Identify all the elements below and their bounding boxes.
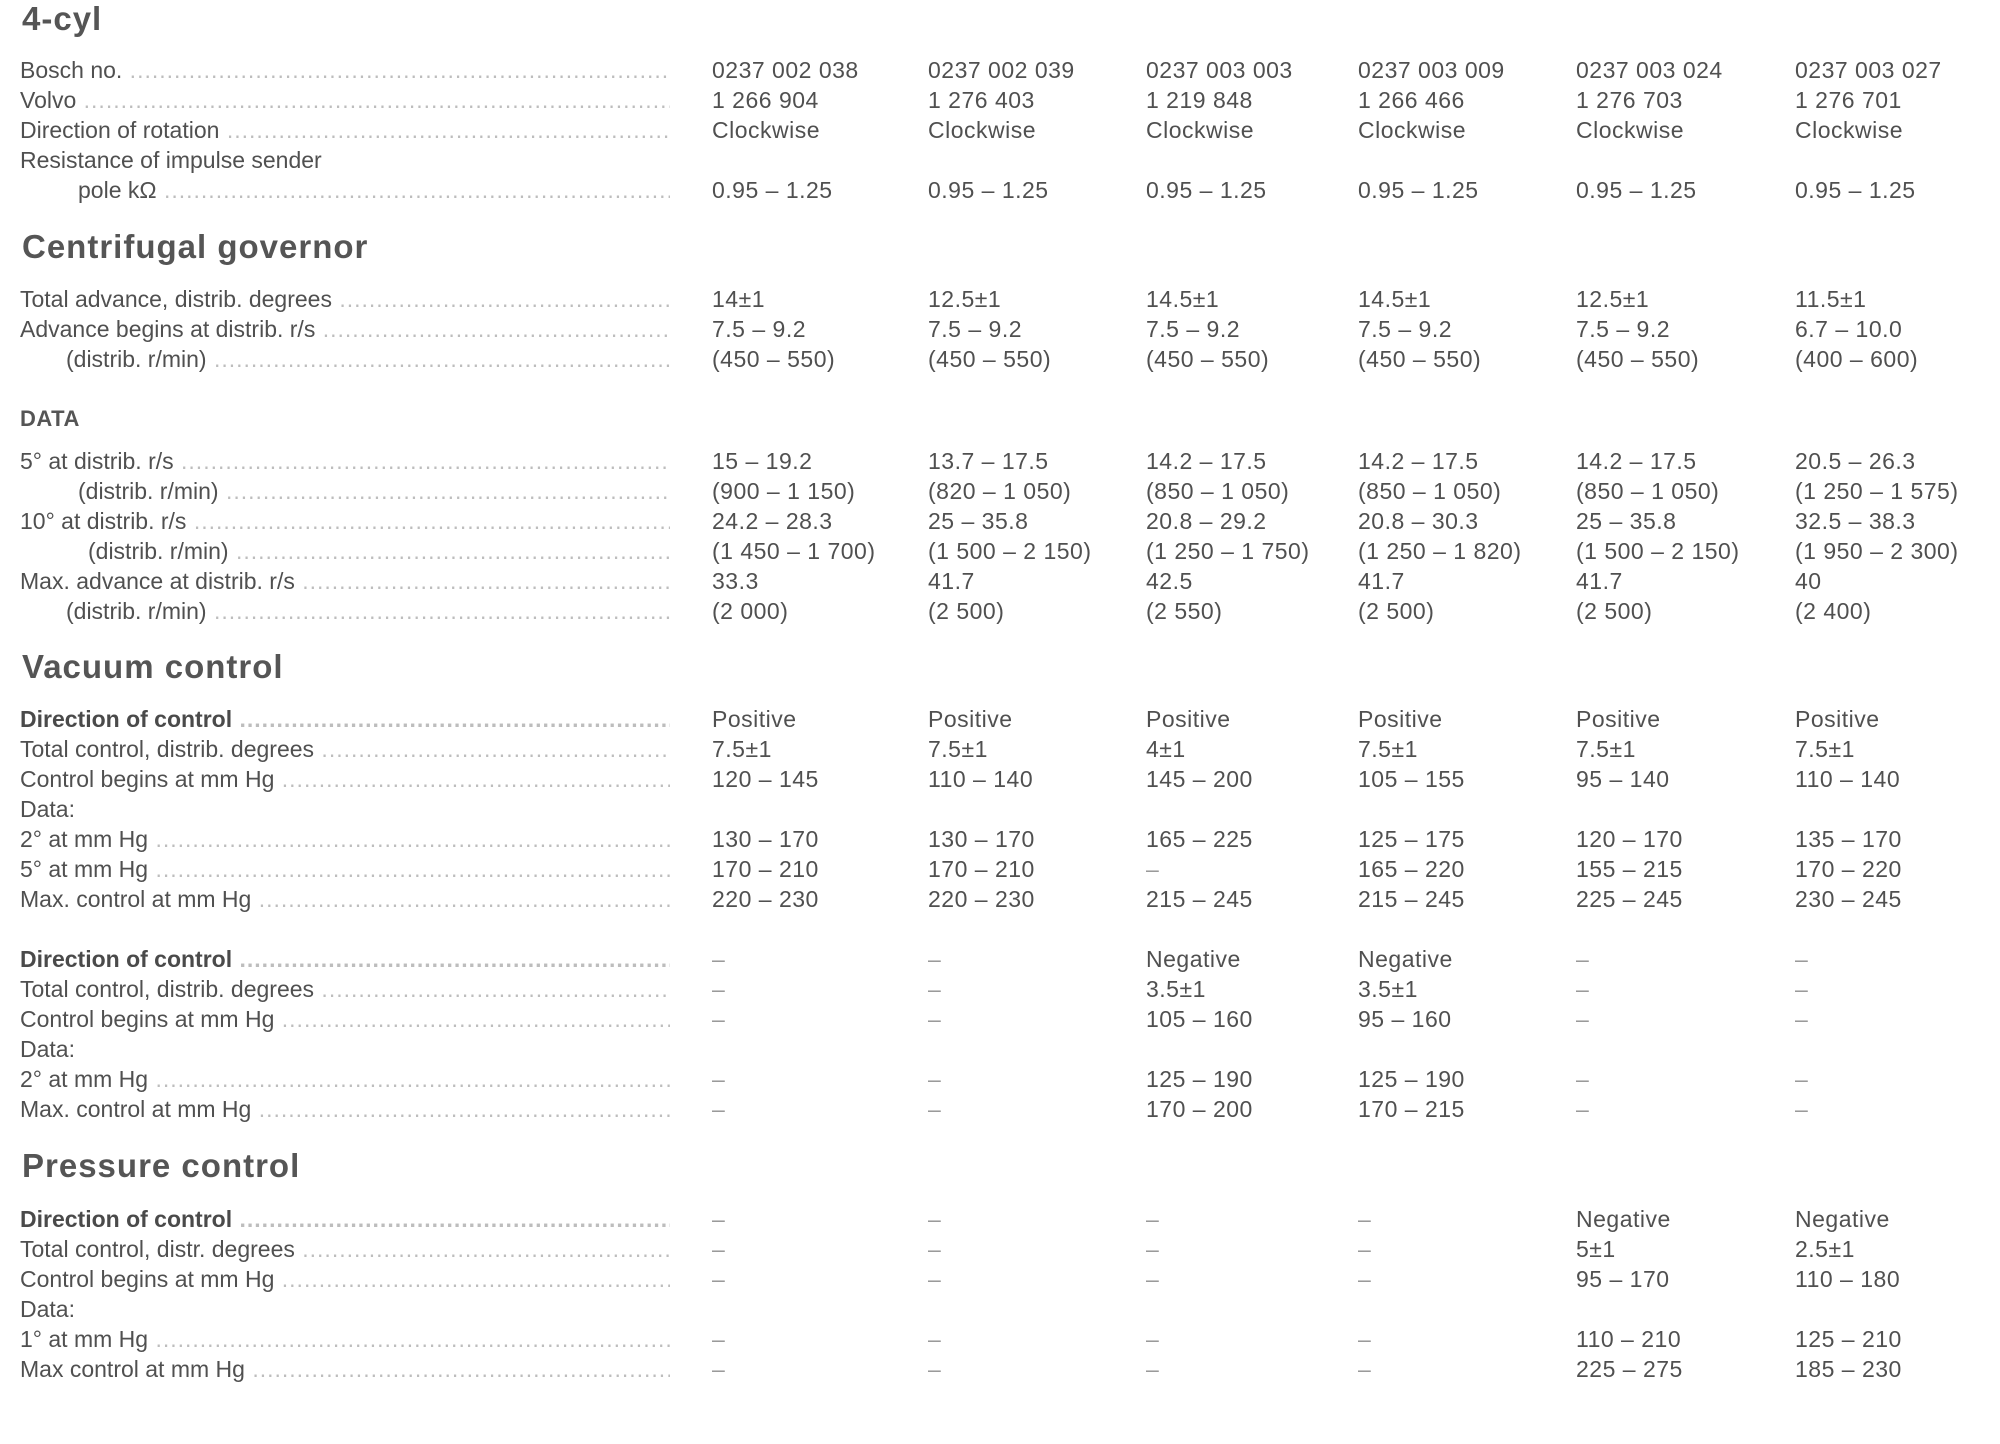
table-cell: –	[1576, 976, 1590, 1002]
table-cell: 7.5±1	[1795, 736, 1855, 762]
table-cell: –	[712, 1236, 726, 1262]
table-cell: 165 – 220	[1358, 856, 1465, 882]
table-cell: –	[928, 1096, 942, 1122]
table-cell: 20.8 – 30.3	[1358, 508, 1479, 534]
table-row	[0, 536, 2000, 566]
table-cell: –	[712, 1096, 726, 1122]
table-cell: –	[712, 1266, 726, 1292]
table-cell: (450 – 550)	[712, 346, 836, 372]
table-cell: Negative	[1146, 946, 1241, 972]
table-cell: 215 – 245	[1146, 886, 1253, 912]
table-cell: 14.2 – 17.5	[1146, 448, 1267, 474]
table-cell: 41.7	[1358, 568, 1405, 594]
table-cell: Positive	[1358, 706, 1443, 732]
table-cell: 170 – 215	[1358, 1096, 1465, 1122]
table-cell: 11.5±1	[1795, 286, 1867, 312]
table-cell: Clockwise	[1795, 117, 1904, 143]
table-cell: 15 – 19.2	[712, 448, 813, 474]
table-cell: Positive	[1795, 706, 1880, 732]
table-row	[0, 1034, 2000, 1064]
table-cell: –	[1795, 1096, 1809, 1122]
table-cell: –	[1146, 1356, 1160, 1382]
table-cell: 0237 003 027	[1795, 57, 1942, 83]
table-cell: 1 276 403	[928, 87, 1035, 113]
table-cell: 7.5±1	[1358, 736, 1418, 762]
table-cell: (1 950 – 2 300)	[1795, 538, 1959, 564]
table-cell: –	[928, 1206, 942, 1232]
section-heading-4-cyl: 4-cyl	[22, 0, 103, 37]
table-cell: 12.5±1	[928, 286, 1002, 312]
table-row	[0, 1204, 2000, 1234]
table-cell: 6.7 – 10.0	[1795, 316, 1903, 342]
table-cell: (850 – 1 050)	[1146, 478, 1290, 504]
table-cell: (900 – 1 150)	[712, 478, 856, 504]
table-row	[0, 55, 2000, 85]
table-cell: –	[1146, 1206, 1160, 1232]
table-cell: 185 – 230	[1795, 1356, 1902, 1382]
table-cell: –	[928, 1236, 942, 1262]
table-cell: –	[1358, 1206, 1372, 1232]
table-cell: 1 266 466	[1358, 87, 1465, 113]
table-cell: (450 – 550)	[1576, 346, 1700, 372]
table-row	[0, 175, 2000, 205]
table-cell: 95 – 140	[1576, 766, 1670, 792]
table-cell: 220 – 230	[712, 886, 819, 912]
row-label: 2° at mm Hg .....	[20, 1064, 670, 1094]
row-label: Advance begins at distrib. r/s .....	[20, 314, 670, 344]
table-row	[0, 1234, 2000, 1264]
table-cell: 2.5±1	[1795, 1236, 1855, 1262]
table-cell: –	[712, 1206, 726, 1232]
row-label: (distrib. r/min) .....	[20, 344, 670, 374]
row-label: Control begins at mm Hg .....	[20, 1004, 670, 1034]
table-cell: Negative	[1358, 946, 1453, 972]
table-cell: 145 – 200	[1146, 766, 1253, 792]
table-cell: 105 – 155	[1358, 766, 1465, 792]
row-label: Data:	[20, 796, 75, 822]
table-cell: (2 400)	[1795, 598, 1872, 624]
table-cell: 14.5±1	[1358, 286, 1432, 312]
table-cell: Clockwise	[1576, 117, 1685, 143]
table-cell: –	[1146, 1326, 1160, 1352]
table-cell: –	[928, 1356, 942, 1382]
row-label: Control begins at mm Hg .....	[20, 764, 670, 794]
table-cell: –	[928, 1326, 942, 1352]
table-cell: –	[1576, 1096, 1590, 1122]
table-cell: 105 – 160	[1146, 1006, 1253, 1032]
table-cell: 7.5±1	[712, 736, 772, 762]
table-cell: 125 – 190	[1146, 1066, 1253, 1092]
table-cell: 130 – 170	[928, 826, 1035, 852]
table-cell: –	[712, 976, 726, 1002]
table-cell: Positive	[712, 706, 797, 732]
table-cell: 25 – 35.8	[1576, 508, 1677, 534]
row-label: Direction of rotation .....	[20, 115, 670, 145]
table-cell: 220 – 230	[928, 886, 1035, 912]
table-cell: 125 – 175	[1358, 826, 1465, 852]
table-row	[0, 506, 2000, 536]
table-cell: 170 – 200	[1146, 1096, 1253, 1122]
table-row	[0, 1324, 2000, 1354]
table-cell: 125 – 210	[1795, 1326, 1902, 1352]
table-cell: –	[928, 1066, 942, 1092]
table-cell: 170 – 210	[928, 856, 1035, 882]
table-cell: –	[712, 1326, 726, 1352]
row-label: Total control, distr. degrees .....	[20, 1234, 670, 1264]
table-cell: –	[928, 946, 942, 972]
row-label: Direction of control .....	[20, 1204, 670, 1234]
table-cell: –	[1146, 856, 1160, 882]
table-cell: 14±1	[712, 286, 765, 312]
table-cell: (450 – 550)	[928, 346, 1052, 372]
table-cell: 135 – 170	[1795, 826, 1902, 852]
table-cell: 130 – 170	[712, 826, 819, 852]
table-cell: 7.5 – 9.2	[928, 316, 1023, 342]
table-row	[0, 596, 2000, 626]
table-cell: 125 – 190	[1358, 1066, 1465, 1092]
row-label: Volvo .....	[20, 85, 670, 115]
table-row	[0, 884, 2000, 914]
table-cell: (2 000)	[712, 598, 789, 624]
table-cell: 0.95 – 1.25	[1576, 177, 1697, 203]
row-label: Total advance, distrib. degrees .....	[20, 284, 670, 314]
table-row	[0, 764, 2000, 794]
row-label: Total control, distrib. degrees .....	[20, 974, 670, 1004]
table-cell: 4±1	[1146, 736, 1186, 762]
table-cell: (2 550)	[1146, 598, 1223, 624]
table-cell: –	[1358, 1266, 1372, 1292]
table-cell: 0237 002 039	[928, 57, 1075, 83]
row-label: pole kΩ .....	[20, 175, 670, 205]
row-label: Max. control at mm Hg .....	[20, 1094, 670, 1124]
table-cell: 25 – 35.8	[928, 508, 1029, 534]
table-row	[0, 944, 2000, 974]
table-cell: 20.5 – 26.3	[1795, 448, 1916, 474]
row-label: Control begins at mm Hg .....	[20, 1264, 670, 1294]
row-label: Direction of control .....	[20, 704, 670, 734]
row-label: Direction of control .....	[20, 944, 670, 974]
table-cell: 110 – 140	[928, 766, 1034, 792]
table-cell: 95 – 170	[1576, 1266, 1670, 1292]
table-row	[0, 824, 2000, 854]
table-cell: (450 – 550)	[1358, 346, 1482, 372]
table-cell: 7.5±1	[928, 736, 988, 762]
row-label: Data:	[20, 1296, 75, 1322]
table-cell: 225 – 245	[1576, 886, 1683, 912]
table-cell: 0237 002 038	[712, 57, 859, 83]
table-row	[0, 1264, 2000, 1294]
table-row	[0, 115, 2000, 145]
row-label: 2° at mm Hg .....	[20, 824, 670, 854]
table-cell: 7.5 – 9.2	[1146, 316, 1241, 342]
table-cell: 14.2 – 17.5	[1576, 448, 1697, 474]
row-label: Data:	[20, 1036, 75, 1062]
table-cell: –	[1795, 1066, 1809, 1092]
table-cell: (2 500)	[1576, 598, 1653, 624]
table-cell: –	[1146, 1236, 1160, 1262]
row-label: 10° at distrib. r/s .....	[20, 506, 670, 536]
table-cell: 0.95 – 1.25	[1358, 177, 1479, 203]
row-label: 5° at mm Hg .....	[20, 854, 670, 884]
table-cell: 12.5±1	[1576, 286, 1650, 312]
table-cell: (850 – 1 050)	[1576, 478, 1720, 504]
table-cell: (400 – 600)	[1795, 346, 1919, 372]
table-cell: 215 – 245	[1358, 886, 1465, 912]
table-row	[0, 476, 2000, 506]
table-cell: 41.7	[1576, 568, 1623, 594]
table-cell: 1 266 904	[712, 87, 819, 113]
table-cell: 42.5	[1146, 568, 1193, 594]
table-cell: –	[928, 1266, 942, 1292]
table-cell: 1 276 703	[1576, 87, 1683, 113]
table-cell: Positive	[928, 706, 1013, 732]
table-row	[0, 85, 2000, 115]
table-cell: –	[1576, 1006, 1590, 1032]
table-cell: 1 219 848	[1146, 87, 1253, 113]
table-row	[0, 1064, 2000, 1094]
table-row	[0, 854, 2000, 884]
table-cell: 0237 003 024	[1576, 57, 1723, 83]
table-cell: (2 500)	[928, 598, 1005, 624]
subheading-data: DATA	[20, 406, 80, 431]
table-cell: –	[712, 946, 726, 972]
table-cell: –	[1358, 1326, 1372, 1352]
table-cell: 225 – 275	[1576, 1356, 1683, 1382]
section-heading-centrifugal-governor: Centrifugal governor	[22, 228, 369, 265]
table-row	[0, 284, 2000, 314]
table-cell: Clockwise	[928, 117, 1037, 143]
table-cell: 24.2 – 28.3	[712, 508, 833, 534]
table-cell: (1 450 – 1 700)	[712, 538, 876, 564]
table-row	[0, 734, 2000, 764]
table-cell: Clockwise	[712, 117, 821, 143]
table-row	[0, 1094, 2000, 1124]
table-cell: (1 250 – 1 575)	[1795, 478, 1959, 504]
row-label: Max. control at mm Hg .....	[20, 884, 670, 914]
table-cell: 0.95 – 1.25	[1146, 177, 1267, 203]
table-cell: 3.5±1	[1358, 976, 1418, 1002]
table-row	[0, 704, 2000, 734]
table-cell: 7.5±1	[1576, 736, 1636, 762]
table-row	[0, 1004, 2000, 1034]
table-cell: –	[1576, 946, 1590, 972]
table-cell: 5±1	[1576, 1236, 1616, 1262]
table-cell: 0.95 – 1.25	[712, 177, 833, 203]
table-cell: 32.5 – 38.3	[1795, 508, 1916, 534]
table-cell: (820 – 1 050)	[928, 478, 1072, 504]
table-cell: (1 500 – 2 150)	[1576, 538, 1740, 564]
table-cell: –	[1358, 1356, 1372, 1382]
section-heading-pressure-control: Pressure control	[22, 1147, 301, 1184]
row-label: 5° at distrib. r/s .....	[20, 446, 670, 476]
row-label: Bosch no. .....	[20, 55, 670, 85]
table-cell: 33.3	[712, 568, 759, 594]
row-label: Total control, distrib. degrees .....	[20, 734, 670, 764]
table-row	[0, 1354, 2000, 1384]
table-cell: 13.7 – 17.5	[928, 448, 1049, 474]
table-cell: –	[1146, 1266, 1160, 1292]
table-cell: 20.8 – 29.2	[1146, 508, 1267, 534]
table-cell: –	[1358, 1236, 1372, 1262]
table-cell: 0237 003 009	[1358, 57, 1505, 83]
table-cell: Negative	[1795, 1206, 1890, 1232]
table-cell: –	[1795, 946, 1809, 972]
table-cell: –	[928, 1006, 942, 1032]
row-label: (distrib. r/min) .....	[20, 536, 670, 566]
table-cell: 0.95 – 1.25	[928, 177, 1049, 203]
table-cell: 1 276 701	[1795, 87, 1902, 113]
table-cell: 0237 003 003	[1146, 57, 1293, 83]
table-cell: Positive	[1146, 706, 1231, 732]
table-cell: Negative	[1576, 1206, 1671, 1232]
row-label: Resistance of impulse sender	[20, 147, 322, 173]
table-cell: –	[928, 976, 942, 1002]
table-cell: –	[1795, 976, 1809, 1002]
table-cell: (2 500)	[1358, 598, 1435, 624]
table-row	[0, 566, 2000, 596]
table-cell: Clockwise	[1358, 117, 1467, 143]
row-label: (distrib. r/min) .....	[20, 596, 670, 626]
table-row	[0, 446, 2000, 476]
table-cell: 110 – 180	[1795, 1266, 1901, 1292]
table-cell: 110 – 210	[1576, 1326, 1682, 1352]
table-cell: 110 – 140	[1795, 766, 1901, 792]
table-cell: –	[712, 1066, 726, 1092]
table-cell: 7.5 – 9.2	[712, 316, 807, 342]
table-row	[0, 145, 2000, 175]
table-cell: 170 – 220	[1795, 856, 1902, 882]
table-cell: 0.95 – 1.25	[1795, 177, 1916, 203]
table-cell: –	[1576, 1066, 1590, 1092]
table-row	[0, 794, 2000, 824]
table-cell: –	[712, 1356, 726, 1382]
section-heading-vacuum-control: Vacuum control	[22, 648, 284, 685]
table-cell: Clockwise	[1146, 117, 1255, 143]
table-cell: 14.5±1	[1146, 286, 1220, 312]
table-cell: 40	[1795, 568, 1822, 594]
table-cell: 3.5±1	[1146, 976, 1206, 1002]
table-cell: 170 – 210	[712, 856, 819, 882]
table-cell: Positive	[1576, 706, 1661, 732]
table-row	[0, 344, 2000, 374]
table-cell: 155 – 215	[1576, 856, 1683, 882]
table-row	[0, 1294, 2000, 1324]
table-cell: 165 – 225	[1146, 826, 1253, 852]
table-row	[0, 974, 2000, 1004]
table-cell: 41.7	[928, 568, 975, 594]
table-cell: 230 – 245	[1795, 886, 1902, 912]
table-cell: (850 – 1 050)	[1358, 478, 1502, 504]
table-cell: (1 250 – 1 820)	[1358, 538, 1522, 564]
table-cell: 95 – 160	[1358, 1006, 1452, 1032]
row-label: Max. advance at distrib. r/s .....	[20, 566, 670, 596]
table-cell: 120 – 145	[712, 766, 819, 792]
table-cell: (1 250 – 1 750)	[1146, 538, 1310, 564]
row-label: (distrib. r/min) .....	[20, 476, 670, 506]
table-cell: 7.5 – 9.2	[1358, 316, 1453, 342]
row-label: 1° at mm Hg .....	[20, 1324, 670, 1354]
table-cell: 14.2 – 17.5	[1358, 448, 1479, 474]
row-label: Max control at mm Hg .....	[20, 1354, 670, 1384]
table-cell: –	[712, 1006, 726, 1032]
table-cell: 7.5 – 9.2	[1576, 316, 1671, 342]
table-cell: (450 – 550)	[1146, 346, 1270, 372]
table-row	[0, 314, 2000, 344]
table-cell: (1 500 – 2 150)	[928, 538, 1092, 564]
table-cell: 120 – 170	[1576, 826, 1683, 852]
table-cell: –	[1795, 1006, 1809, 1032]
